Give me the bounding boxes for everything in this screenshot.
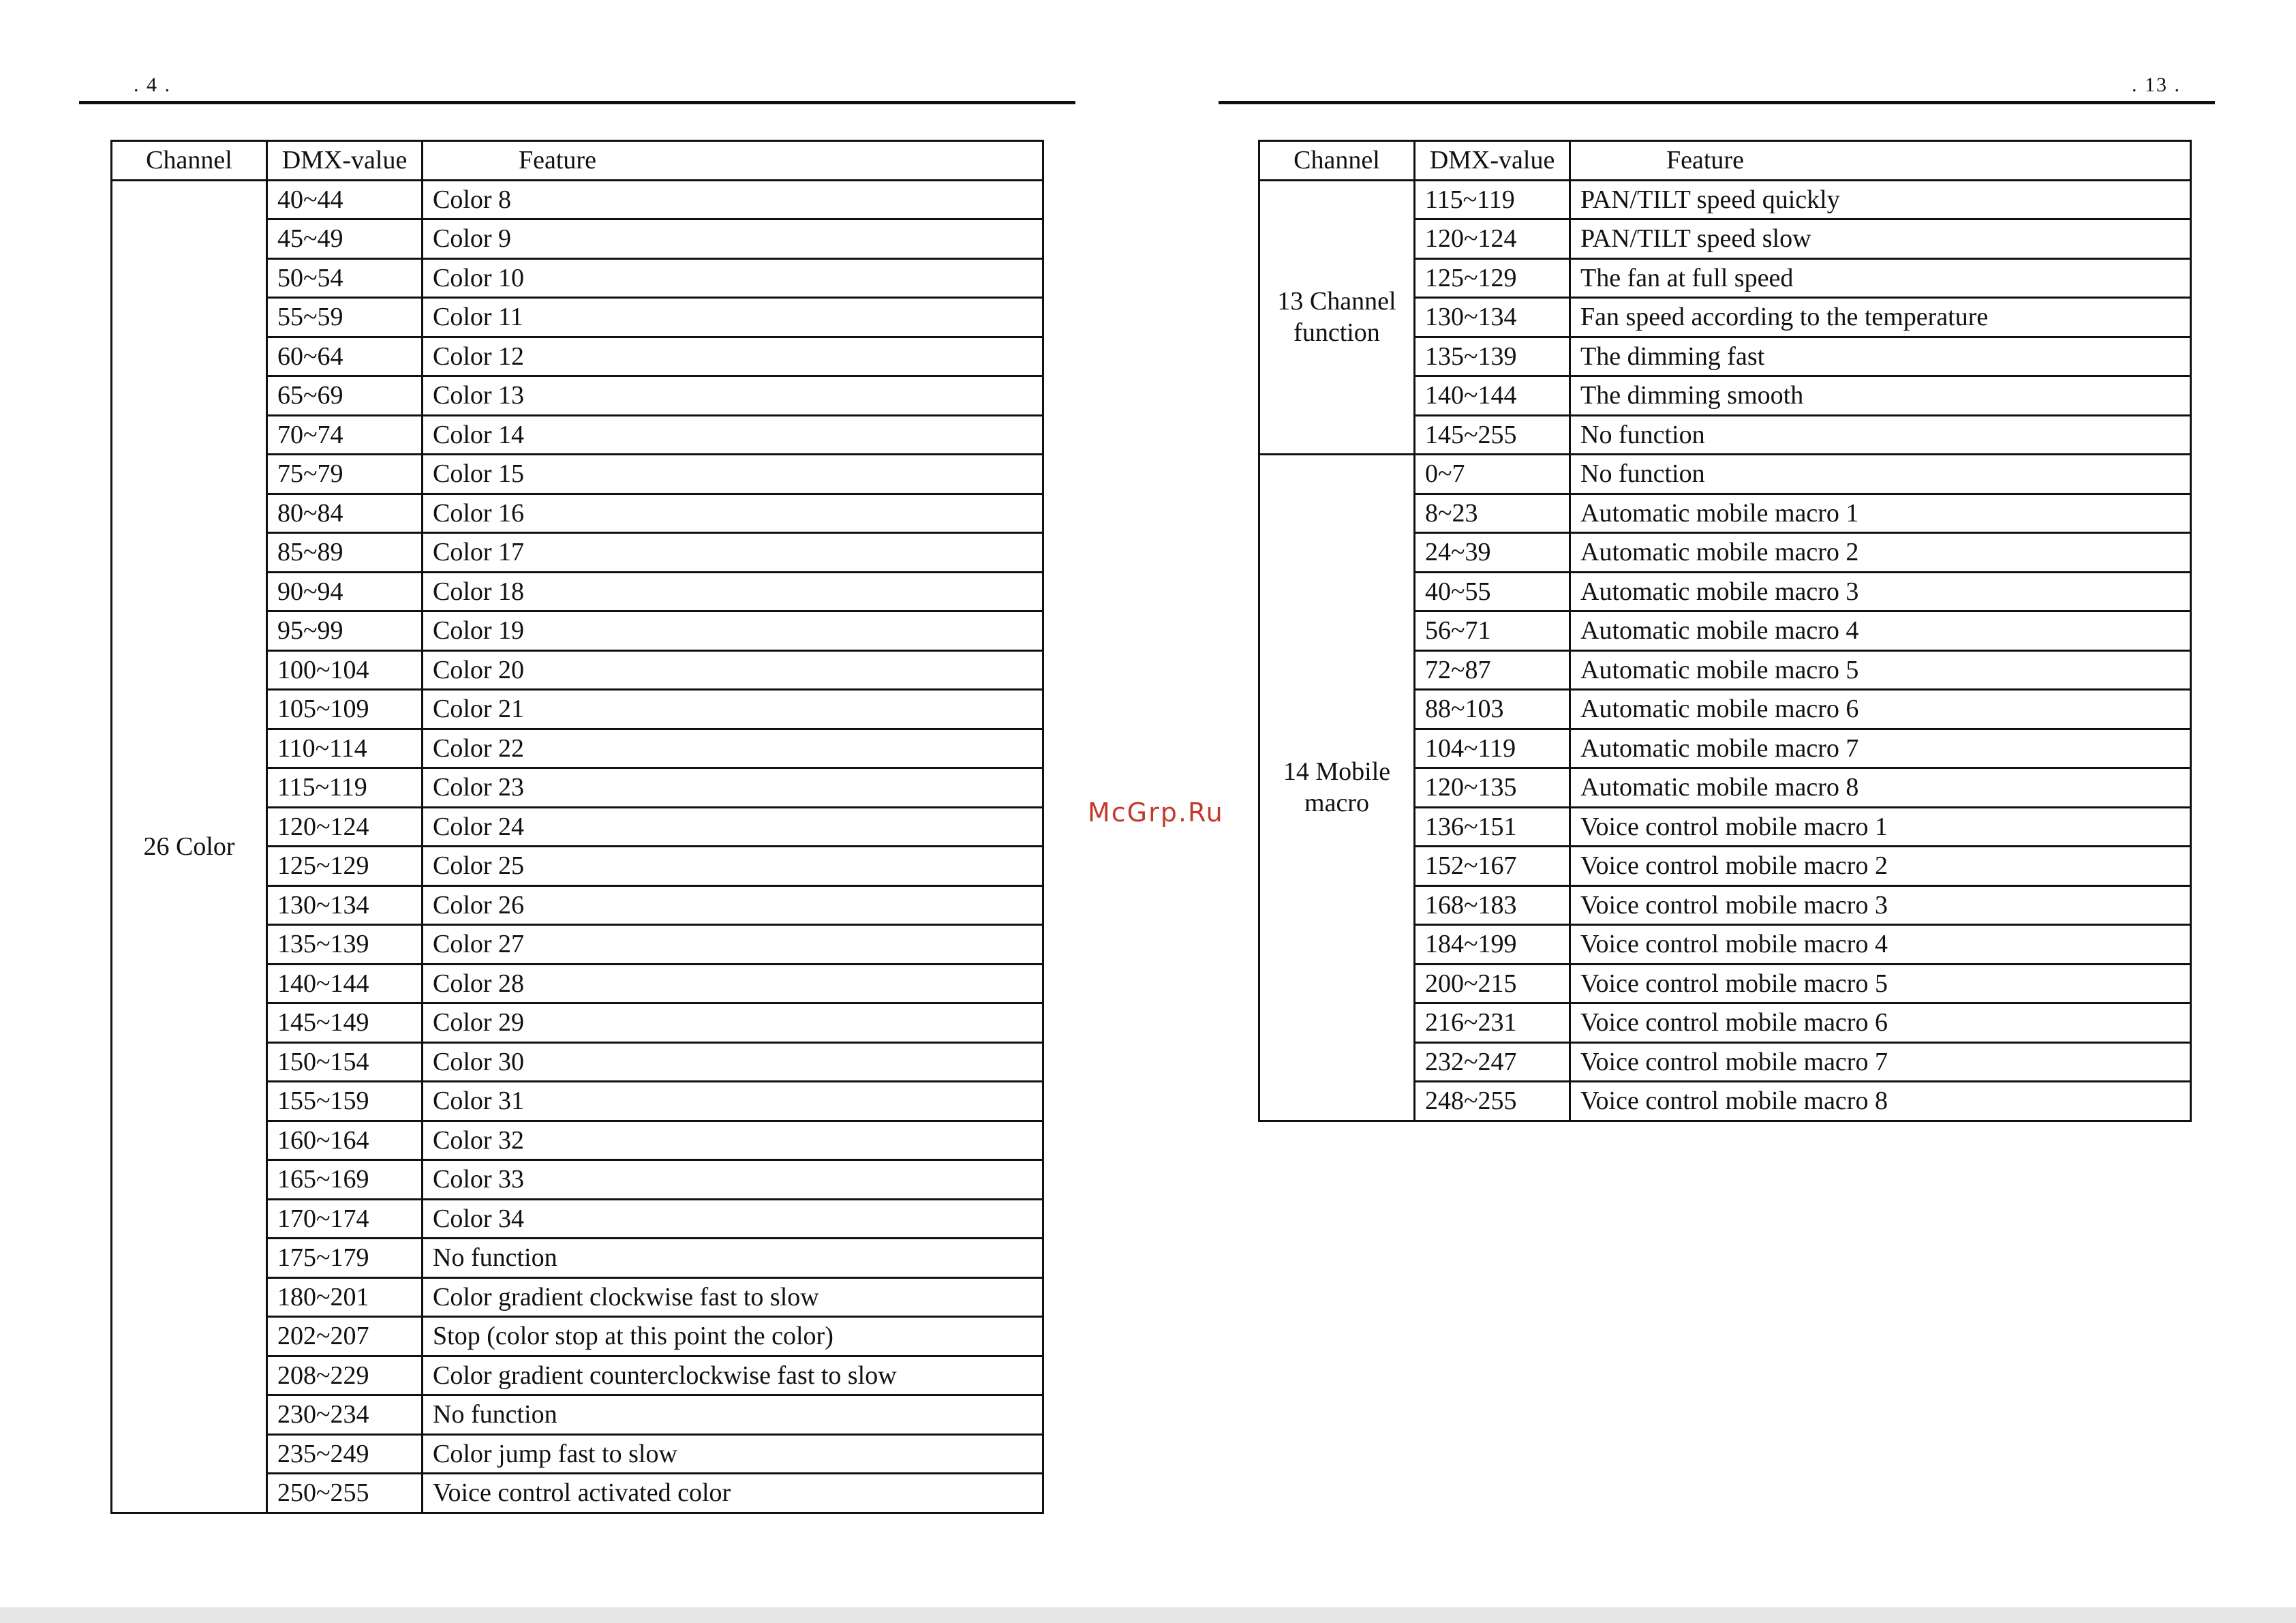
dmx-value-cell: 125~129	[1415, 258, 1570, 298]
table-header-row	[112, 141, 1043, 181]
header-rule-left	[79, 101, 1075, 104]
dmx-value-cell: 110~114	[267, 729, 423, 768]
feature-cell: Color 29	[423, 1003, 1043, 1043]
dmx-value-cell: 120~124	[267, 807, 423, 847]
feature-cell: Color 32	[423, 1121, 1043, 1160]
dmx-value-cell: 115~119	[1415, 180, 1570, 219]
dmx-table-right	[1258, 140, 2192, 1122]
feature-cell: Color 13	[423, 376, 1043, 416]
feature-cell: No function	[423, 1395, 1043, 1435]
feature-cell: No function	[1570, 455, 2191, 494]
feature-cell: Automatic mobile macro 5	[1570, 650, 2191, 690]
page-bottom-edge	[0, 1607, 2296, 1623]
feature-cell: Color 8	[423, 180, 1043, 219]
feature-cell: Voice control mobile macro 7	[1570, 1042, 2191, 1082]
dmx-value-cell: 152~167	[1415, 847, 1570, 886]
dmx-value-cell: 8~23	[1415, 494, 1570, 533]
dmx-value-cell: 140~144	[267, 964, 423, 1003]
dmx-value-cell: 184~199	[1415, 925, 1570, 965]
feature-cell: Automatic mobile macro 6	[1570, 690, 2191, 729]
feature-cell: Voice control mobile macro 4	[1570, 925, 2191, 965]
feature-cell: Automatic mobile macro 7	[1570, 729, 2191, 768]
dmx-value-cell: 70~74	[267, 415, 423, 455]
channel-group-label: 13 Channel function	[1259, 180, 1415, 455]
feature-cell: Color 22	[423, 729, 1043, 768]
feature-cell: Color 23	[423, 768, 1043, 808]
dmx-value-cell: 208~229	[267, 1356, 423, 1395]
feature-cell: No function	[423, 1239, 1043, 1278]
column-header-feature: Feature	[1570, 141, 2191, 181]
table-header-row	[1259, 141, 2191, 181]
feature-cell: PAN/TILT speed slow	[1570, 219, 2191, 259]
dmx-value-cell: 80~84	[267, 494, 423, 533]
feature-cell: Color 18	[423, 572, 1043, 611]
dmx-value-cell: 75~79	[267, 455, 423, 494]
feature-cell: Color 15	[423, 455, 1043, 494]
feature-cell: Voice control mobile macro 6	[1570, 1003, 2191, 1043]
dmx-value-cell: 170~174	[267, 1199, 423, 1239]
feature-cell: Color 11	[423, 298, 1043, 337]
page-number-right: . 13 .	[2132, 74, 2181, 96]
feature-cell: Fan speed according to the temperature	[1570, 298, 2191, 337]
dmx-value-cell: 90~94	[267, 572, 423, 611]
dmx-value-cell: 202~207	[267, 1317, 423, 1356]
feature-cell: Voice control mobile macro 5	[1570, 964, 2191, 1003]
feature-cell: Automatic mobile macro 2	[1570, 533, 2191, 573]
watermark: McGrp.Ru	[1088, 798, 1224, 828]
feature-cell: Voice control mobile macro 1	[1570, 807, 2191, 847]
feature-cell: Color 26	[423, 885, 1043, 925]
dmx-value-cell: 232~247	[1415, 1042, 1570, 1082]
feature-cell: Color 14	[423, 415, 1043, 455]
dmx-value-cell: 155~159	[267, 1082, 423, 1121]
channel-group-label: 14 Mobile macro	[1259, 455, 1415, 1121]
dmx-value-cell: 55~59	[267, 298, 423, 337]
feature-cell: PAN/TILT speed quickly	[1570, 180, 2191, 219]
feature-cell: Automatic mobile macro 8	[1570, 768, 2191, 808]
dmx-value-cell: 150~154	[267, 1042, 423, 1082]
dmx-value-cell: 24~39	[1415, 533, 1570, 573]
feature-cell: Color 33	[423, 1160, 1043, 1200]
dmx-value-cell: 50~54	[267, 258, 423, 298]
column-header-channel: Channel	[112, 141, 267, 181]
column-header-dmx: DMX-value	[1415, 141, 1570, 181]
dmx-value-cell: 200~215	[1415, 964, 1570, 1003]
dmx-value-cell: 115~119	[267, 768, 423, 808]
dmx-value-cell: 168~183	[1415, 885, 1570, 925]
dmx-value-cell: 140~144	[1415, 376, 1570, 416]
feature-cell: Stop (color stop at this point the color)	[423, 1317, 1043, 1356]
feature-cell: The dimming smooth	[1570, 376, 2191, 416]
feature-cell: Color 31	[423, 1082, 1043, 1121]
dmx-value-cell: 40~55	[1415, 572, 1570, 611]
column-header-dmx: DMX-value	[267, 141, 423, 181]
dmx-value-cell: 180~201	[267, 1277, 423, 1317]
dmx-value-cell: 95~99	[267, 611, 423, 651]
feature-cell: Color 28	[423, 964, 1043, 1003]
feature-cell: Color 30	[423, 1042, 1043, 1082]
dmx-value-cell: 120~135	[1415, 768, 1570, 808]
dmx-value-cell: 100~104	[267, 650, 423, 690]
feature-cell: Voice control mobile macro 8	[1570, 1082, 2191, 1121]
column-header-feature: Feature	[423, 141, 1043, 181]
dmx-value-cell: 45~49	[267, 219, 423, 259]
feature-cell: Color jump fast to slow	[423, 1434, 1043, 1474]
feature-cell: Color 10	[423, 258, 1043, 298]
dmx-value-cell: 72~87	[1415, 650, 1570, 690]
feature-cell: Automatic mobile macro 4	[1570, 611, 2191, 651]
dmx-value-cell: 145~149	[267, 1003, 423, 1043]
dmx-value-cell: 160~164	[267, 1121, 423, 1160]
page-number-left: . 4 .	[134, 74, 171, 96]
dmx-value-cell: 248~255	[1415, 1082, 1570, 1121]
feature-cell: Color 34	[423, 1199, 1043, 1239]
feature-cell: Color 21	[423, 690, 1043, 729]
feature-cell: Color gradient clockwise fast to slow	[423, 1277, 1043, 1317]
header-rule-right	[1219, 101, 2215, 104]
table-row	[112, 180, 1043, 219]
dmx-value-cell: 130~134	[1415, 298, 1570, 337]
table-row	[1259, 180, 2191, 219]
dmx-value-cell: 130~134	[267, 885, 423, 925]
feature-cell: Color 12	[423, 337, 1043, 376]
dmx-value-cell: 250~255	[267, 1474, 423, 1513]
dmx-value-cell: 56~71	[1415, 611, 1570, 651]
table-row	[1259, 455, 2191, 494]
dmx-value-cell: 104~119	[1415, 729, 1570, 768]
feature-cell: Color 17	[423, 533, 1043, 573]
dmx-value-cell: 235~249	[267, 1434, 423, 1474]
feature-cell: Automatic mobile macro 3	[1570, 572, 2191, 611]
feature-cell: Voice control mobile macro 3	[1570, 885, 2191, 925]
feature-cell: Color 24	[423, 807, 1043, 847]
dmx-value-cell: 0~7	[1415, 455, 1570, 494]
dmx-value-cell: 60~64	[267, 337, 423, 376]
dmx-value-cell: 85~89	[267, 533, 423, 573]
feature-cell: Color 27	[423, 925, 1043, 965]
dmx-value-cell: 135~139	[1415, 337, 1570, 376]
feature-cell: The fan at full speed	[1570, 258, 2191, 298]
dmx-value-cell: 135~139	[267, 925, 423, 965]
feature-cell: Voice control mobile macro 2	[1570, 847, 2191, 886]
feature-cell: Color 20	[423, 650, 1043, 690]
dmx-table-left	[110, 140, 1044, 1514]
feature-cell: No function	[1570, 415, 2191, 455]
feature-cell: The dimming fast	[1570, 337, 2191, 376]
dmx-value-cell: 230~234	[267, 1395, 423, 1435]
dmx-value-cell: 216~231	[1415, 1003, 1570, 1043]
feature-cell: Color 16	[423, 494, 1043, 533]
dmx-value-cell: 88~103	[1415, 690, 1570, 729]
feature-cell: Color gradient counterclockwise fast to slow	[423, 1356, 1043, 1395]
dmx-value-cell: 165~169	[267, 1160, 423, 1200]
feature-cell: Color 25	[423, 847, 1043, 886]
dmx-value-cell: 125~129	[267, 847, 423, 886]
feature-cell: Color 9	[423, 219, 1043, 259]
dmx-value-cell: 105~109	[267, 690, 423, 729]
feature-cell: Automatic mobile macro 1	[1570, 494, 2191, 533]
dmx-value-cell: 40~44	[267, 180, 423, 219]
column-header-channel: Channel	[1259, 141, 1415, 181]
channel-group-label: 26 Color	[112, 180, 267, 1513]
dmx-value-cell: 175~179	[267, 1239, 423, 1278]
dmx-value-cell: 145~255	[1415, 415, 1570, 455]
dmx-value-cell: 65~69	[267, 376, 423, 416]
dmx-value-cell: 120~124	[1415, 219, 1570, 259]
feature-cell: Color 19	[423, 611, 1043, 651]
dmx-value-cell: 136~151	[1415, 807, 1570, 847]
feature-cell: Voice control activated color	[423, 1474, 1043, 1513]
